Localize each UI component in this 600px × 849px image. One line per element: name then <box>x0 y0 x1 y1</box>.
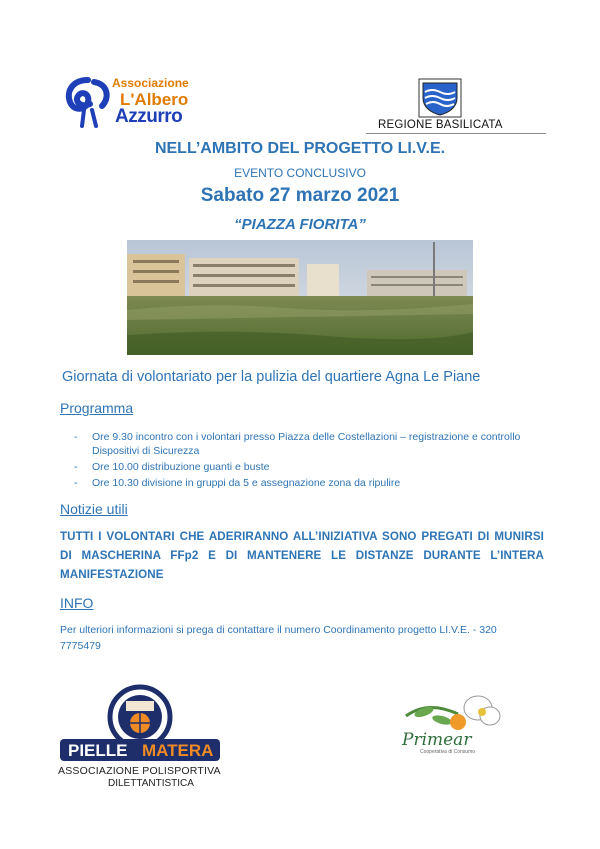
region-name: REGIONE BASILICATA <box>378 119 503 131</box>
header-divider <box>366 133 546 134</box>
pielle-subtitle-line1: ASSOCIAZIONE POLISPORTIVA <box>58 765 221 777</box>
event-name: “PIAZZA FIORITA” <box>234 216 366 233</box>
contact-info: Per ulteriori informazioni si prega di contattare il numero Coordinamento progetto LI.V.E. - 320 7775479 <box>60 624 497 652</box>
event-date: Sabato 27 marzo 2021 <box>200 185 400 206</box>
association-name-line2: Azzurro <box>115 106 183 127</box>
program-list <box>74 430 534 492</box>
association-label: Associazione <box>112 76 189 90</box>
notizie-heading: Notizie utili <box>60 501 128 517</box>
primear-name: Primear <box>402 730 472 750</box>
event-description: Giornata di volontariato per la pulizia del quartiere Agna Le Piane <box>62 369 481 385</box>
programma-heading: Programma <box>60 400 134 416</box>
list-dash: - <box>74 431 78 443</box>
event-label: EVENTO CONCLUSIVO <box>234 166 366 180</box>
association-name-line1: L'Albero <box>120 90 189 109</box>
matera-word: MATERA <box>142 741 214 760</box>
albero-azzurro-logo <box>60 74 220 130</box>
pielle-matera-logo <box>56 683 226 803</box>
safety-notice: TUTTI I VOLONTARI CHE ADERIRANNO ALL’INIZIATIVA SONO PREGATI DI MUNIRSI DI MASCHERINA FFp2 E DI MANTENERE LE DISTANZE DURANTE L’INTERA MANIFESTAZIONE <box>60 530 544 581</box>
regione-basilicata-crest-icon <box>418 78 462 118</box>
primear-tagline: Cooperativa di Consumo <box>420 749 476 755</box>
list-dash: - <box>74 461 78 473</box>
list-item <box>74 430 534 458</box>
neighborhood-photo <box>127 240 473 355</box>
list-item <box>74 460 534 474</box>
project-title: NELL’AMBITO DEL PROGETTO LI.V.E. <box>154 140 446 157</box>
pielle-subtitle-line2: DILETTANTISTICA <box>108 778 194 789</box>
program-item-text: Ore 9.30 incontro con i volontari presso Piazza delle Costellazioni – registrazione e controllo Dispositivi di Sicurezza <box>92 431 521 457</box>
program-item-text: Ore 10.00 distribuzione guanti e buste <box>92 461 270 473</box>
pielle-word: PIELLE <box>68 741 128 760</box>
info-heading: INFO <box>60 595 94 611</box>
program-item-text: Ore 10.30 divisione in gruppi da 5 e assegnazione zona da ripulire <box>92 477 401 489</box>
list-item <box>74 476 534 490</box>
list-dash: - <box>74 477 78 489</box>
albero-azzurro-emblem-icon <box>60 74 116 130</box>
